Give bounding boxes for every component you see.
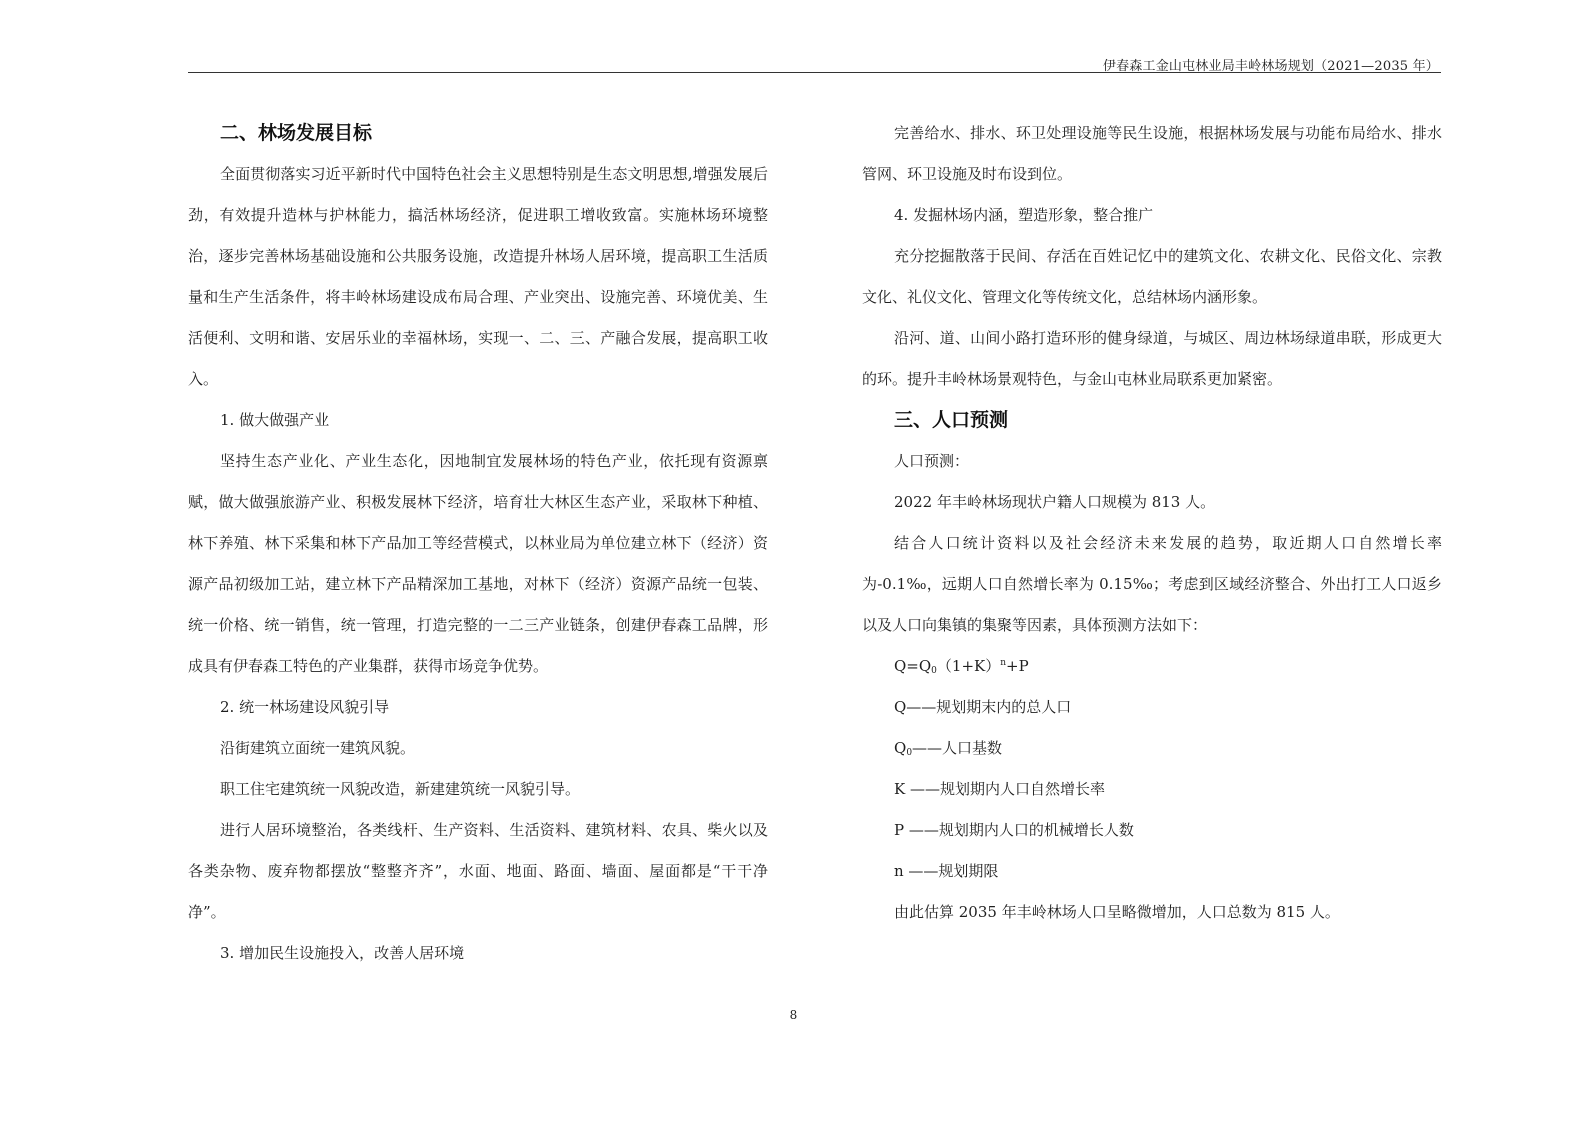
paragraph-population-2022: 2022 年丰岭林场现状户籍人口规模为 813 人。 <box>894 493 1216 511</box>
definition-k: K ——规划期内人口自然增长率 <box>894 780 1105 798</box>
definition-n: n ——规划期限 <box>894 862 999 880</box>
definition-q: Q——规划期末内的总人口 <box>894 698 1072 716</box>
paragraph-greenway: 沿河、道、山间小路打造环形的健身绿道，与城区、周边林场绿道串联，形成更大的环。提升丰岭林场景观特色，与金山屯林业局联系更加紧密。 <box>862 329 1442 388</box>
page-number: 8 <box>789 1008 798 1022</box>
subheading-style-guidance: 2. 统一林场建设风貌引导 <box>220 698 390 716</box>
paragraph-population-conclusion: 由此估算 2035 年丰岭林场人口呈略微增加，人口总数为 815 人。 <box>894 903 1340 921</box>
section-heading-population-forecast: 三、人口预测 <box>894 409 1009 431</box>
subheading-connotation: 4. 发掘林场内涵，塑造形象，整合推广 <box>894 206 1154 224</box>
right-column <box>862 113 1442 933</box>
subheading-livelihood-facilities: 3. 增加民生设施投入，改善人居环境 <box>220 944 465 962</box>
subheading-industry: 1. 做大做强产业 <box>220 411 330 429</box>
left-column <box>188 113 768 974</box>
paragraph-forecast-method: 结合人口统计资料以及社会经济未来发展的趋势，取近期人口自然增长率为-0.1‰，远期人口自然增长率为 0.15‰；考虑到区域经济整合、外出打工人口返乡以及人口向集镇的集聚等因素，具体预测方法如下： <box>862 534 1442 634</box>
definition-p: P ——规划期内人口的机械增长人数 <box>894 821 1134 839</box>
paragraph-livelihood-facilities: 完善给水、排水、环卫处理设施等民生设施，根据林场发展与功能布局给水、排水管网、环卫设施及时布设到位。 <box>862 124 1442 183</box>
population-formula: $Q=Q_0(1+K)^n+P$ <box>894 657 1029 676</box>
paragraph-development-intro: 全面贯彻落实习近平新时代中国特色社会主义思想特别是生态文明思想,增强发展后劲，有效提升造林与护林能力，搞活林场经济，促进职工增收致富。实施林场环境整治，逐步完善林场基础设施和公共服务设施，改造提升林场人居环境，提高职工生活质量和生产生活条件，将丰岭林场建设成布局合理、产业突出、设施完善、环境优美、生活便利、文明和谐、安居乐业的幸福林场，实现一、二、三、产融合发展，提高职工收入。 <box>188 165 768 388</box>
document-header-title: 伊春森工金山屯林业局丰岭林场规划（2021—2035 年） <box>1102 59 1439 74</box>
paragraph-residential-style: 职工住宅建筑统一风貌改造，新建建筑统一风貌引导。 <box>220 780 581 798</box>
population-forecast-label: 人口预测： <box>894 452 970 470</box>
header-divider <box>188 72 1441 73</box>
paragraph-street-facade: 沿街建筑立面统一建筑风貌。 <box>220 739 416 757</box>
paragraph-environment-cleanup: 进行人居环境整治，各类线杆、生产资料、生活资料、建筑材料、农具、柴火以及各类杂物、废弃物都摆放“整整齐齐”，水面、地面、路面、墙面、屋面都是“干干净净”。 <box>188 821 768 921</box>
paragraph-industry: 坚持生态产业化、产业生态化，因地制宜发展林场的特色产业，依托现有资源禀赋，做大做强旅游产业、积极发展林下经济，培育壮大林区生态产业，采取林下种植、林下养殖、林下采集和林下产品加工等经营模式，以林业局为单位建立林下（经济）资源产品初级加工站，建立林下产品精深加工基地，对林下（经济）资源产品统一包装、统一价格、统一销售，统一管理，打造完整的一二三产业链条，创建伊春森工品牌，形成具有伊春森工特色的产业集群，获得市场竞争优势。 <box>188 452 768 675</box>
definition-q0: $Q_0——$人口基数 <box>894 739 1003 758</box>
paragraph-traditional-culture: 充分挖掘散落于民间、存活在百姓记忆中的建筑文化、农耕文化、民俗文化、宗教文化、礼仪文化、管理文化等传统文化，总结林场内涵形象。 <box>862 247 1442 306</box>
section-heading-development-goals: 二、林场发展目标 <box>220 122 373 144</box>
